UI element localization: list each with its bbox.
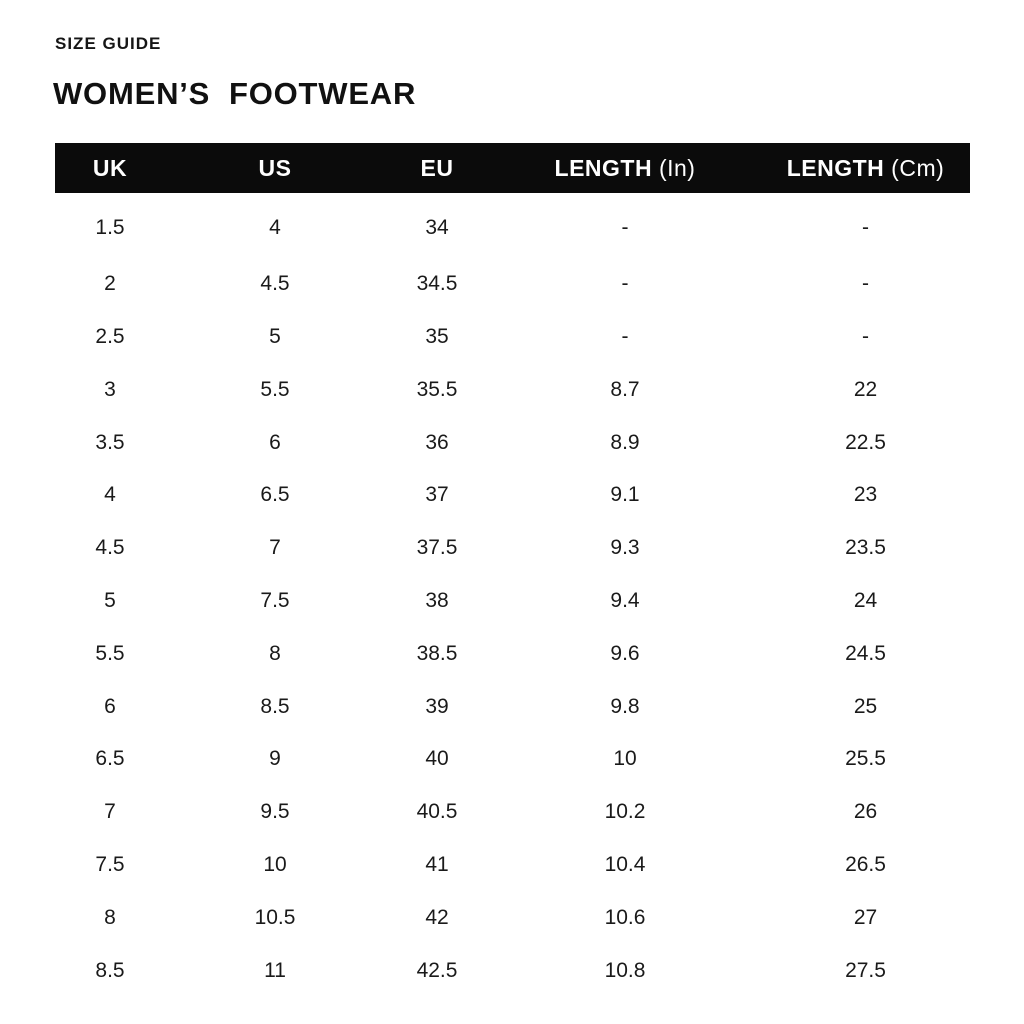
table-cell: - [862, 272, 869, 296]
table-cell: 25 [853, 694, 878, 718]
table-cell: 26.5 [845, 852, 886, 876]
page-title: WOMEN’S FOOTWEAR [53, 76, 417, 111]
table-cell: 7.5 [95, 852, 125, 876]
table-row [55, 680, 970, 733]
table-row [55, 891, 970, 944]
col-header-uk [55, 143, 165, 193]
table-row [55, 944, 970, 997]
table-cell: 4.5 [95, 536, 125, 560]
table-cell: 24.5 [845, 641, 886, 665]
table-cell: 10.2 [604, 800, 646, 824]
table-cell: 4 [104, 483, 116, 507]
table-cell: 2.5 [95, 324, 125, 348]
table-body [55, 193, 970, 997]
col-header-length-cm: LENGTH (Cm) [761, 143, 970, 193]
table-cell: 38 [425, 588, 449, 612]
table-cell: 5 [104, 588, 116, 612]
table-cell: 42 [425, 905, 449, 929]
table-cell: - [621, 272, 629, 296]
table-cell: 10.6 [604, 905, 646, 929]
table-cell: 35.5 [416, 377, 458, 401]
table-row [55, 258, 970, 311]
table-cell: 5.5 [260, 377, 290, 401]
table-cell: 9.4 [610, 588, 640, 612]
table-cell: 40 [425, 747, 449, 771]
table-cell: 9.6 [610, 641, 640, 665]
col-header-length-in: LENGTH (In) [489, 143, 761, 193]
table-row [55, 733, 970, 786]
table-cell: 11 [264, 958, 286, 982]
table-cell: - [621, 324, 629, 348]
table-cell: 4 [269, 216, 281, 240]
table-cell: 40.5 [416, 800, 458, 824]
table-cell: 10.8 [604, 958, 646, 982]
table-cell: 34.5 [416, 272, 458, 296]
table-row [55, 575, 970, 628]
table-cell: 6.5 [260, 483, 290, 507]
table-cell: - [862, 324, 869, 348]
table-cell: 22 [853, 377, 878, 401]
table-cell: 37 [425, 483, 449, 507]
col-header-length-cm-label: LENGTH [786, 154, 885, 181]
col-header-uk-label: UK [92, 154, 128, 181]
table-cell: 34 [425, 216, 449, 240]
table-cell: 9.3 [610, 536, 640, 560]
col-header-us [165, 143, 385, 193]
table-cell: - [862, 216, 869, 240]
table-cell: 9.5 [260, 800, 290, 824]
table-cell: 37.5 [416, 536, 458, 560]
table-cell: 7.5 [260, 588, 290, 612]
table-cell: 22.5 [845, 430, 886, 454]
col-header-length-in-label: LENGTH [554, 154, 653, 181]
table-row [55, 627, 970, 680]
table-cell: 10.4 [604, 852, 646, 876]
table-cell: 3 [104, 377, 116, 401]
table-cell: 8.5 [260, 694, 290, 718]
table-cell: 1.5 [95, 216, 125, 240]
table-cell: 3.5 [95, 430, 125, 454]
table-cell: 10.5 [254, 905, 296, 929]
table-cell: 23.5 [845, 536, 886, 560]
table-cell: 8 [269, 641, 281, 665]
table-cell: 24 [853, 588, 878, 612]
table-cell: 27 [853, 905, 878, 929]
table-row [55, 193, 970, 258]
table-row [55, 363, 970, 416]
table-row [55, 522, 970, 575]
table-cell: 5 [269, 324, 281, 348]
table-cell: 8.9 [610, 430, 640, 454]
table-header-row [55, 143, 970, 193]
table-cell: 10 [613, 747, 637, 771]
col-header-us-label: US [258, 154, 292, 181]
table-cell: 27.5 [845, 958, 886, 982]
table-cell: 9 [269, 747, 281, 771]
size-table [55, 143, 970, 997]
col-header-eu-label: EU [420, 154, 454, 181]
table-cell: 8.5 [95, 958, 125, 982]
table-cell: 39 [425, 694, 449, 718]
table-cell: 8.7 [610, 377, 640, 401]
table-cell: 26 [853, 800, 878, 824]
table-cell: 9.1 [610, 483, 640, 507]
table-cell: 25.5 [845, 747, 886, 771]
size-guide-label: SIZE GUIDE [55, 34, 162, 53]
table-row [55, 469, 970, 522]
table-cell: 36 [425, 430, 449, 454]
table-row [55, 839, 970, 892]
table-row [55, 311, 970, 364]
table-cell: 5.5 [95, 641, 125, 665]
table-cell: 35 [425, 324, 449, 348]
table-cell: - [621, 216, 629, 240]
table-cell: 6.5 [95, 747, 125, 771]
table-cell: 7 [104, 800, 116, 824]
table-cell: 7 [269, 536, 281, 560]
table-cell: 41 [425, 852, 449, 876]
table-cell: 23 [853, 483, 878, 507]
table-cell: 9.8 [610, 694, 640, 718]
table-cell: 2 [104, 272, 116, 296]
table-cell: 6 [104, 694, 116, 718]
col-header-eu [385, 143, 489, 193]
table-cell: 6 [269, 430, 281, 454]
table-cell: 38.5 [416, 641, 458, 665]
table-cell: 42.5 [416, 958, 458, 982]
table-row [55, 416, 970, 469]
table-cell: 8 [104, 905, 116, 929]
table-cell: 4.5 [260, 272, 290, 296]
table-cell: 10 [263, 852, 287, 876]
table-row [55, 786, 970, 839]
